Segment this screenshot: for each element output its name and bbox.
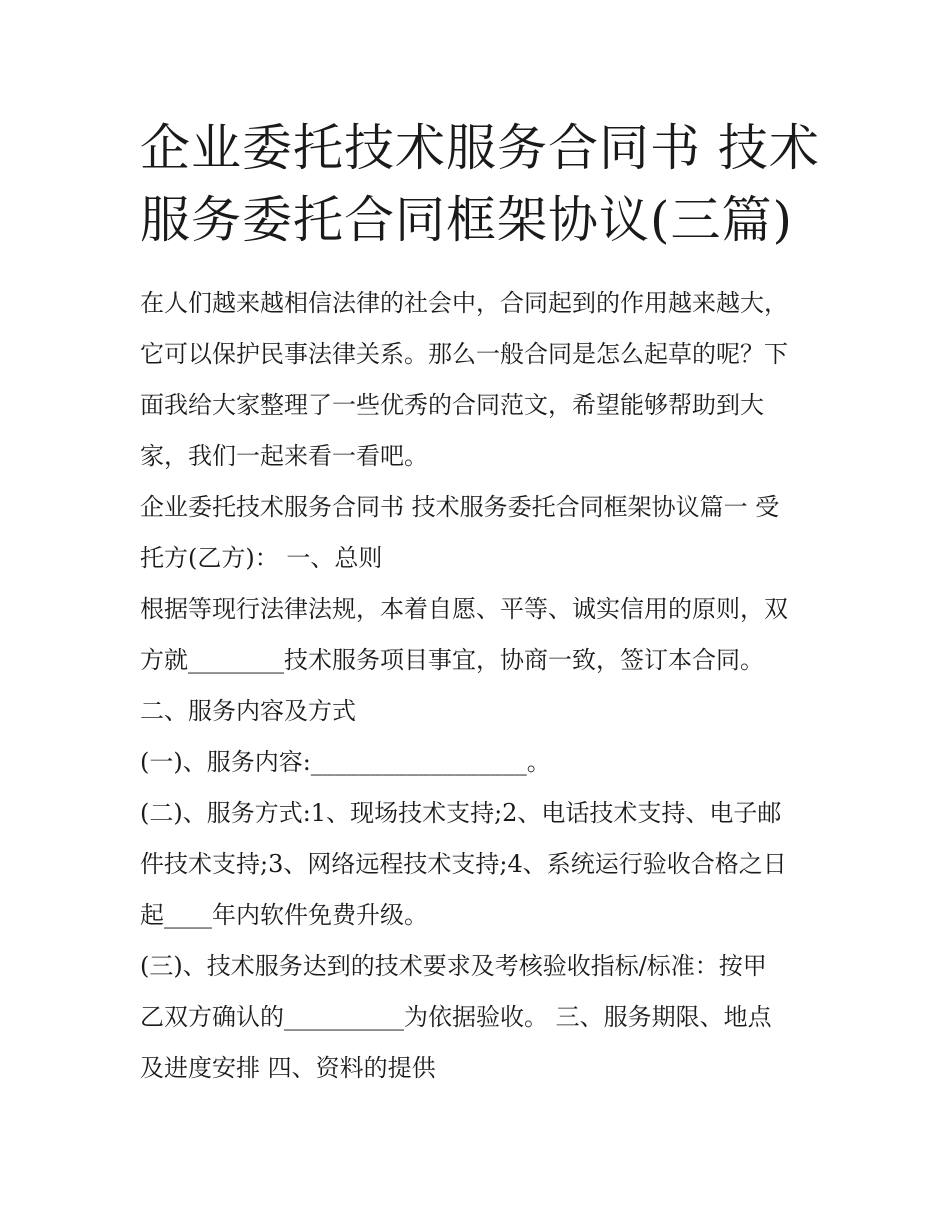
- clause-line: 及进度安排 四、资料的提供: [140, 1054, 436, 1082]
- section-heading-line: 企业委托技术服务合同书 技术服务委托合同框架协议篇一 受: [140, 493, 780, 521]
- clause-line: 件技术支持;3、网络远程技术支持;4、系统运行验收合格之日: [140, 850, 787, 878]
- clause-line: 乙双方确认的__________为依据验收。 三、服务期限、地点: [140, 1003, 772, 1031]
- title-line: 服务委托合同框架协议(三篇): [140, 191, 794, 249]
- clause-line: (三)、技术服务达到的技术要求及考核验收指标/标准：按甲: [140, 952, 767, 980]
- clause-line: (二)、服务方式:1、现场技术支持;2、电话技术支持、电子邮: [140, 799, 782, 827]
- document-page: [140, 112, 820, 1094]
- document-body: [140, 278, 820, 1094]
- section-heading-line: 二、服务内容及方式: [140, 697, 356, 725]
- section-heading-line: 托方(乙方)： 一、总则: [140, 544, 383, 572]
- document-title: [140, 112, 820, 256]
- clause-line: (一)、服务内容:__________________。: [140, 748, 551, 776]
- intro-line: 面我给大家整理了一些优秀的合同范文，希望能够帮助到大: [140, 391, 764, 419]
- clause-line: 根据等现行法律法规，本着自愿、平等、诚实信用的原则，双: [140, 595, 788, 623]
- intro-line: 家，我们一起来看一看吧。: [140, 442, 428, 470]
- clause-line: 方就________技术服务项目事宜，协商一致，签订本合同。: [140, 646, 764, 674]
- title-line: 企业委托技术服务合同书 技术: [140, 119, 820, 177]
- clause-line: 起____年内软件免费升级。: [140, 901, 428, 929]
- intro-line: 它可以保护民事法律关系。那么一般合同是怎么起草的呢？下: [140, 340, 788, 368]
- intro-line: 在人们越来越相信法律的社会中，合同起到的作用越来越大，: [140, 289, 788, 317]
